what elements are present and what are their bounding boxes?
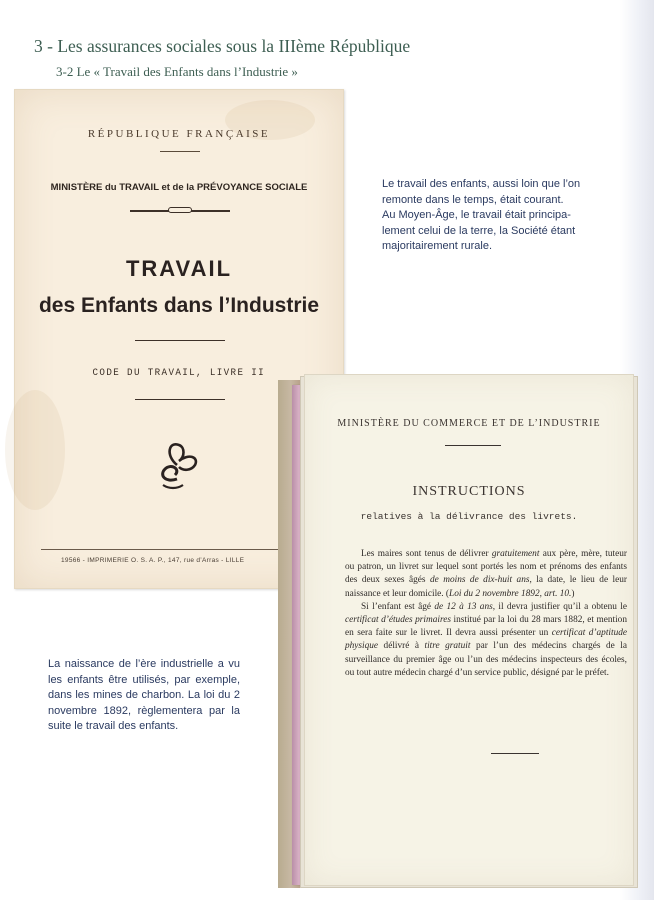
- divider-line: [135, 399, 225, 400]
- ministere-commerce-label: MINISTÈRE DU COMMERCE ET DE L’INDUSTRIE: [337, 418, 601, 429]
- text-line: majoritairement rurale.: [382, 240, 493, 252]
- divider-line: [491, 753, 539, 754]
- ornament-divider: [160, 151, 200, 153]
- instructions-body: [345, 548, 627, 680]
- booklet-title-enfants: des Enfants dans l’Industrie: [38, 294, 320, 317]
- instructions-paragraph: Si l’enfant est âgé de 12 à 13 ans, il devra justifier qu’il a obtenu le certificat d’études primaires institué par la loi du 28 mars 1882, et mention en sera faite sur le livret. Il devra aussi présenter un certificat d’aptitude physique délivré à titre gratuit par l’un des médecins chargés de la surveillance du premier âge ou l’un des médecins inspecteurs des écoles, ou tout autre médecin chargé d’un service public, désigné par le préfet.: [345, 601, 627, 678]
- section-heading: 3 - Les assurances sociales sous la IIIème République: [34, 36, 411, 56]
- publisher-logo-icon: [155, 435, 203, 491]
- text-line: lement celui de la terre, la Société étant: [382, 224, 576, 237]
- ornament-divider: [130, 210, 230, 214]
- divider-line: [445, 445, 501, 446]
- code-du-travail-label: CODE DU TRAVAIL, LIVRE II: [92, 368, 266, 379]
- text-line: remonte dans le temps, était courant.: [382, 193, 564, 206]
- booklet-instructions-page: [304, 374, 634, 886]
- text-line: Le travail des enfants, aussi loin que l’on: [382, 178, 581, 190]
- text-block-moyen-age: [382, 177, 606, 255]
- instructions-paragraph: Les maires sont tenus de délivrer gratuitement aux père, mère, tuteur ou patron, un livret sur lequel sont portés les nom et prénoms des enfants des deux sexes âgés de moins de dix-huit ans, la date, le lieu de leur naissance et leur domicile. (Loi du 2 novembre 1892, art. 10.): [345, 549, 627, 599]
- section-subheading: 3-2 Le « Travail des Enfants dans l’Industrie »: [56, 64, 298, 79]
- divider-line: [135, 340, 225, 341]
- text-line: Au Moyen-Âge, le travail était principa-: [382, 209, 571, 221]
- booklet-title-travail: TRAVAIL: [125, 256, 233, 281]
- instructions-title: INSTRUCTIONS: [412, 484, 526, 499]
- republique-francaise-label: RÉPUBLIQUE FRANÇAISE: [87, 128, 271, 140]
- text-block-ere-industrielle: La naissance de l’ère industrielle a vu les enfants être utilisés, par exemple, dans les mines de charbon. La loi du 2 novembre 1892, règlementera par la suite le travail des enfants.: [48, 658, 240, 732]
- printer-imprint: 19566 - IMPRIMERIE O. S. A. P., 147, rue d’Arras - LILLE: [61, 557, 245, 564]
- ministere-travail-label: MINISTÈRE du TRAVAIL et de la PRÉVOYANCE SOCIALE: [50, 182, 308, 193]
- paper-stain: [5, 390, 65, 510]
- instructions-subtitle: relatives à la délivrance des livrets.: [360, 511, 578, 522]
